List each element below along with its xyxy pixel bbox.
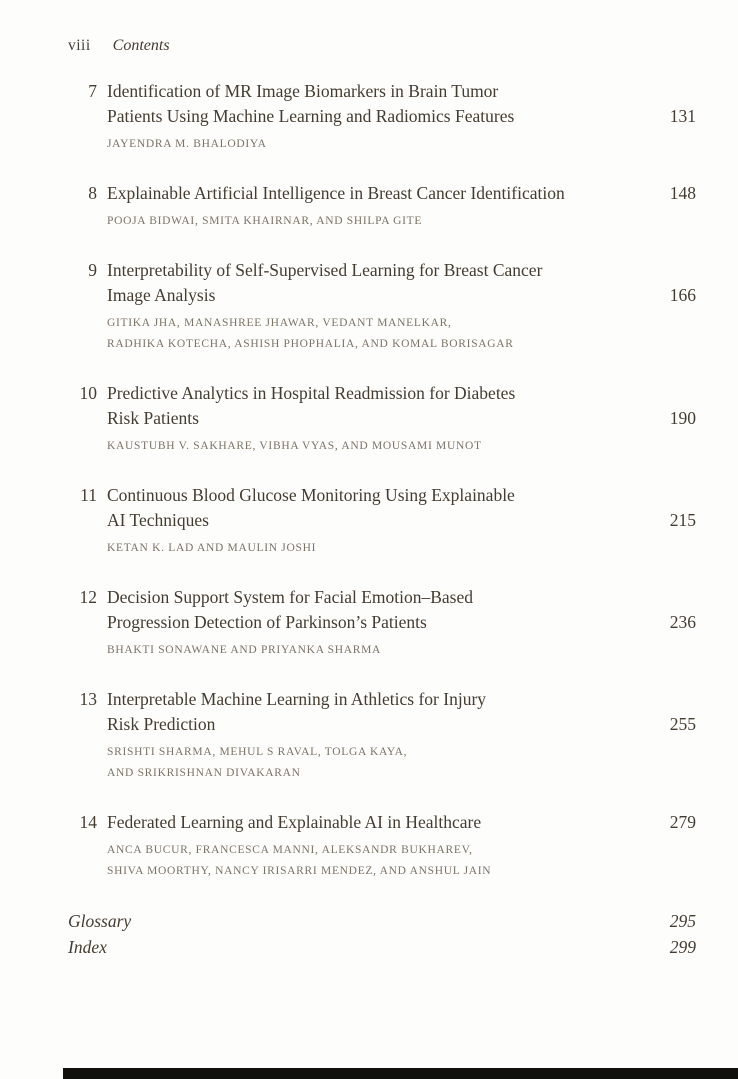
chapter-title-line: AI Techniques [107, 510, 209, 530]
toc-entry-chapter-12 [68, 585, 696, 661]
back-matter-page-number: 295 [669, 911, 696, 931]
page-header [68, 37, 170, 55]
chapter-authors [107, 840, 696, 882]
toc-entry-chapter-13 [68, 687, 696, 784]
chapter-page-number: 190 [669, 408, 696, 428]
chapter-authors-line: POOJA BIDWAI, SMITA KHAIRNAR, AND SHILPA GITE [107, 215, 423, 227]
toc-entry-chapter-14 [68, 810, 696, 882]
toc-entry-chapter-9 [68, 258, 696, 355]
chapter-authors-line: BHAKTI SONAWANE AND PRIYANKA SHARMA [107, 644, 382, 656]
chapter-title-line: Patients Using Machine Learning and Radiomics Features [107, 106, 515, 126]
chapter-title [107, 483, 658, 533]
chapter-number: 11 [80, 485, 97, 505]
chapter-title-line: Decision Support System for Facial Emotion–Based [107, 587, 473, 607]
chapter-title [107, 810, 658, 835]
chapter-authors-line: JAYENDRA M. BHALODIYA [107, 138, 267, 150]
toc-entry-chapter-7 [68, 79, 696, 155]
running-head: Contents [112, 37, 170, 54]
chapter-title [107, 381, 658, 431]
chapter-authors-line: KETAN K. LAD AND MAULIN JOSHI [107, 542, 317, 554]
chapter-authors-line: KAUSTUBH V. SAKHARE, VIBHA VYAS, AND MOUSAMI MUNOT [107, 440, 482, 452]
chapter-number: 8 [88, 183, 97, 203]
chapter-authors-line: ANCA BUCUR, FRANCESCA MANNI, ALEKSANDR BUKHAREV, [107, 844, 473, 856]
chapter-page-number: 131 [669, 106, 696, 126]
chapter-authors-line: SHIVA MOORTHY, NANCY IRISARRI MENDEZ, AND ANSHUL JAIN [107, 865, 492, 877]
chapter-authors [107, 640, 696, 661]
chapter-page-number: 166 [669, 285, 696, 305]
chapter-number: 14 [79, 812, 97, 832]
chapter-title-line: Federated Learning and Explainable AI in Healthcare [107, 812, 482, 832]
chapter-title-line: Interpretability of Self-Supervised Learning for Breast Cancer [107, 260, 543, 280]
chapter-title [107, 181, 658, 206]
chapter-authors-line: AND SRIKRISHNAN DIVAKARAN [107, 767, 301, 779]
chapter-authors [107, 436, 696, 457]
chapter-title [107, 79, 658, 129]
folio-number: viii [68, 37, 91, 54]
chapter-authors [107, 313, 696, 355]
back-matter-page-number: 299 [669, 937, 696, 957]
scan-edge-artifact [63, 1068, 738, 1079]
chapter-title [107, 687, 658, 737]
chapter-page-number: 148 [669, 183, 696, 203]
chapter-page-number: 236 [669, 612, 696, 632]
chapter-title-line: Explainable Artificial Intelligence in Breast Cancer Identification [107, 183, 565, 203]
chapter-authors-line: RADHIKA KOTECHA, ASHISH PHOPHALIA, AND KOMAL BORISAGAR [107, 338, 514, 350]
chapter-number: 10 [79, 383, 97, 403]
chapter-title-line: Identification of MR Image Biomarkers in Brain Tumor [107, 81, 499, 101]
chapter-number: 9 [88, 260, 97, 280]
chapter-page-number: 215 [669, 510, 696, 530]
toc-entry-chapter-11 [68, 483, 696, 559]
chapter-title-line: Interpretable Machine Learning in Athletics for Injury [107, 689, 487, 709]
chapter-title [107, 585, 658, 635]
chapter-number: 13 [79, 689, 97, 709]
back-matter-title: Index [68, 937, 107, 957]
chapter-page-number: 279 [669, 812, 696, 832]
toc-entry-chapter-8 [68, 181, 696, 232]
chapter-title-line: Predictive Analytics in Hospital Readmission for Diabetes [107, 383, 516, 403]
back-matter-title: Glossary [68, 911, 132, 931]
back-matter-row-index [68, 934, 696, 960]
chapter-authors [107, 211, 696, 232]
chapter-authors-line: GITIKA JHA, MANASHREE JHAWAR, VEDANT MANELKAR, [107, 317, 452, 329]
chapter-title [107, 258, 658, 308]
chapter-authors-line: SRISHTI SHARMA, MEHUL S RAVAL, TOLGA KAYA, [107, 746, 408, 758]
back-matter [68, 908, 696, 960]
chapter-authors [107, 538, 696, 559]
chapter-number: 7 [88, 81, 97, 101]
chapter-page-number: 255 [669, 714, 696, 734]
back-matter-row-glossary [68, 908, 696, 934]
table-of-contents [68, 79, 696, 960]
chapter-title-line: Progression Detection of Parkinson’s Patients [107, 612, 427, 632]
toc-entry-chapter-10 [68, 381, 696, 457]
chapter-number: 12 [79, 587, 97, 607]
chapter-title-line: Image Analysis [107, 285, 216, 305]
chapter-title-line: Continuous Blood Glucose Monitoring Using Explainable [107, 485, 515, 505]
chapter-authors [107, 134, 696, 155]
chapter-authors [107, 742, 696, 784]
chapter-title-line: Risk Patients [107, 408, 199, 428]
chapter-title-line: Risk Prediction [107, 714, 216, 734]
